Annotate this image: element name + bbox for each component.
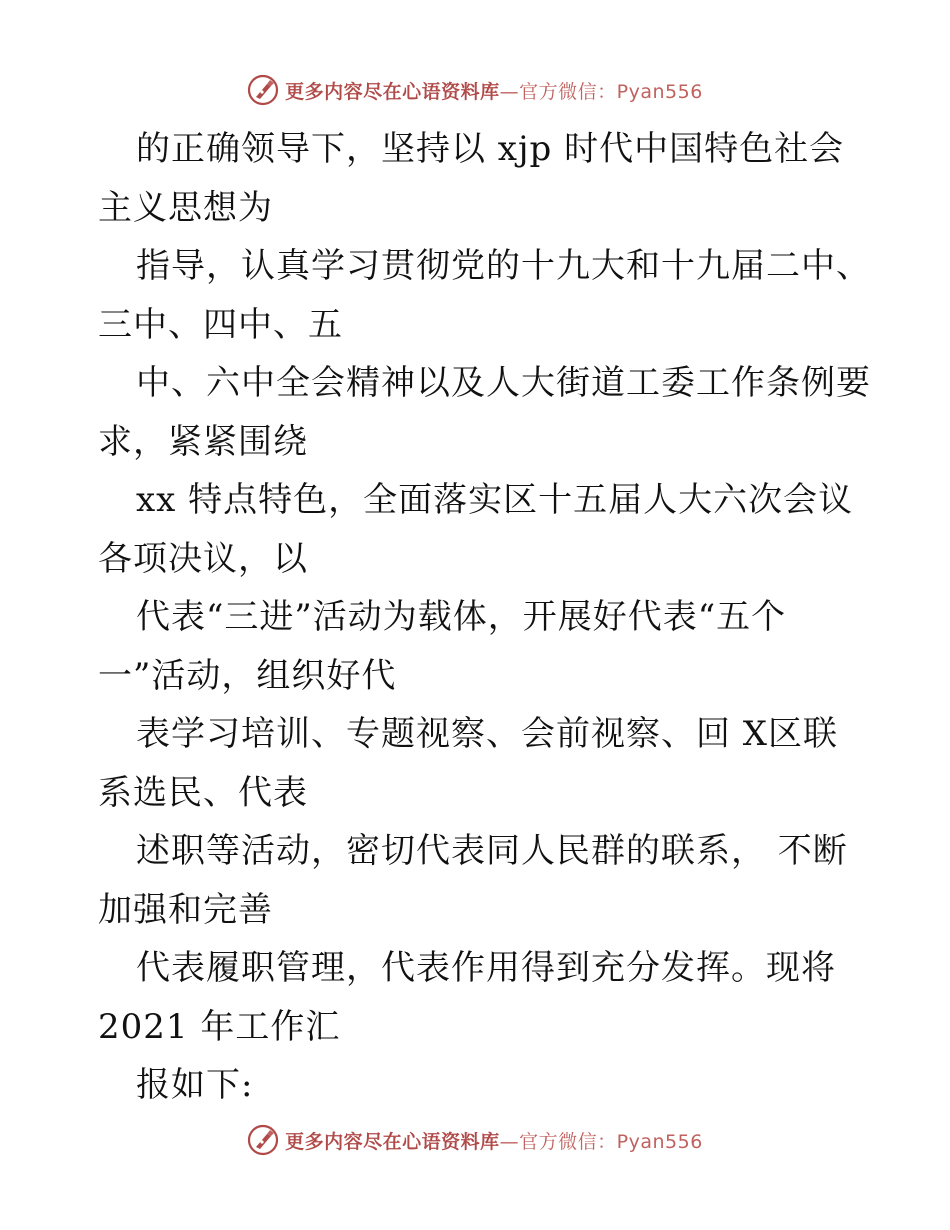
paragraph-line: 代表“三进”活动为载体，开展好代表“五个 bbox=[136, 597, 787, 637]
paragraph-line: 述职等活动，密切代表同人民群的联系， 不断 bbox=[136, 831, 848, 871]
document-body bbox=[98, 120, 871, 1115]
header-watermark-tail: 官方微信：Pyan556 bbox=[519, 80, 703, 103]
header-watermark-sep: — bbox=[499, 80, 520, 103]
paragraph-line: 各项决议，以 bbox=[98, 538, 308, 579]
paragraph-line: 代表履职管理，代表作用得到充分发挥。现将 bbox=[136, 948, 836, 988]
pen-nib-logo-icon bbox=[247, 1124, 279, 1156]
paragraph-line: 三中、四中、五 bbox=[98, 304, 343, 345]
paragraph-line: 中、六中全会精神以及人大街道工委工作条例要 bbox=[136, 363, 871, 403]
paragraph-line: 求，紧紧围绕 bbox=[98, 421, 308, 462]
header-watermark bbox=[0, 70, 950, 110]
footer-watermark-main: 更多内容尽在心语资料库 bbox=[285, 1130, 500, 1153]
paragraph-line: 指导，认真学习贯彻党的十九大和十九届二中、 bbox=[136, 246, 871, 286]
paragraph-line: 一”活动，组织好代 bbox=[98, 655, 397, 696]
header-watermark-inner bbox=[247, 74, 703, 106]
pen-nib-logo-icon bbox=[247, 74, 279, 106]
header-watermark-text bbox=[285, 77, 703, 104]
footer-watermark-inner bbox=[247, 1124, 703, 1156]
paragraph-line: 加强和完善 bbox=[98, 889, 273, 930]
paragraph-line: 报如下: bbox=[136, 1065, 254, 1105]
paragraph-line: 系选民、代表 bbox=[98, 772, 308, 813]
paragraph-line: 的正确领导下，坚持以 xjp 时代中国特色社会 bbox=[136, 129, 845, 169]
header-watermark-main: 更多内容尽在心语资料库 bbox=[285, 80, 500, 103]
footer-watermark-text bbox=[285, 1127, 703, 1154]
paragraph-line: 表学习培训、专题视察、会前视察、回 X区联 bbox=[136, 714, 839, 754]
footer-watermark-tail: 官方微信：Pyan556 bbox=[519, 1130, 703, 1153]
footer-watermark bbox=[0, 1120, 950, 1160]
paragraph-line: 2021 年工作汇 bbox=[98, 1006, 341, 1047]
footer-watermark-sep: — bbox=[499, 1130, 520, 1153]
paragraph-line: 主义思想为 bbox=[98, 187, 273, 228]
paragraph-line: xx 特点特色，全面落实区十五届人大六次会议 bbox=[136, 480, 854, 520]
